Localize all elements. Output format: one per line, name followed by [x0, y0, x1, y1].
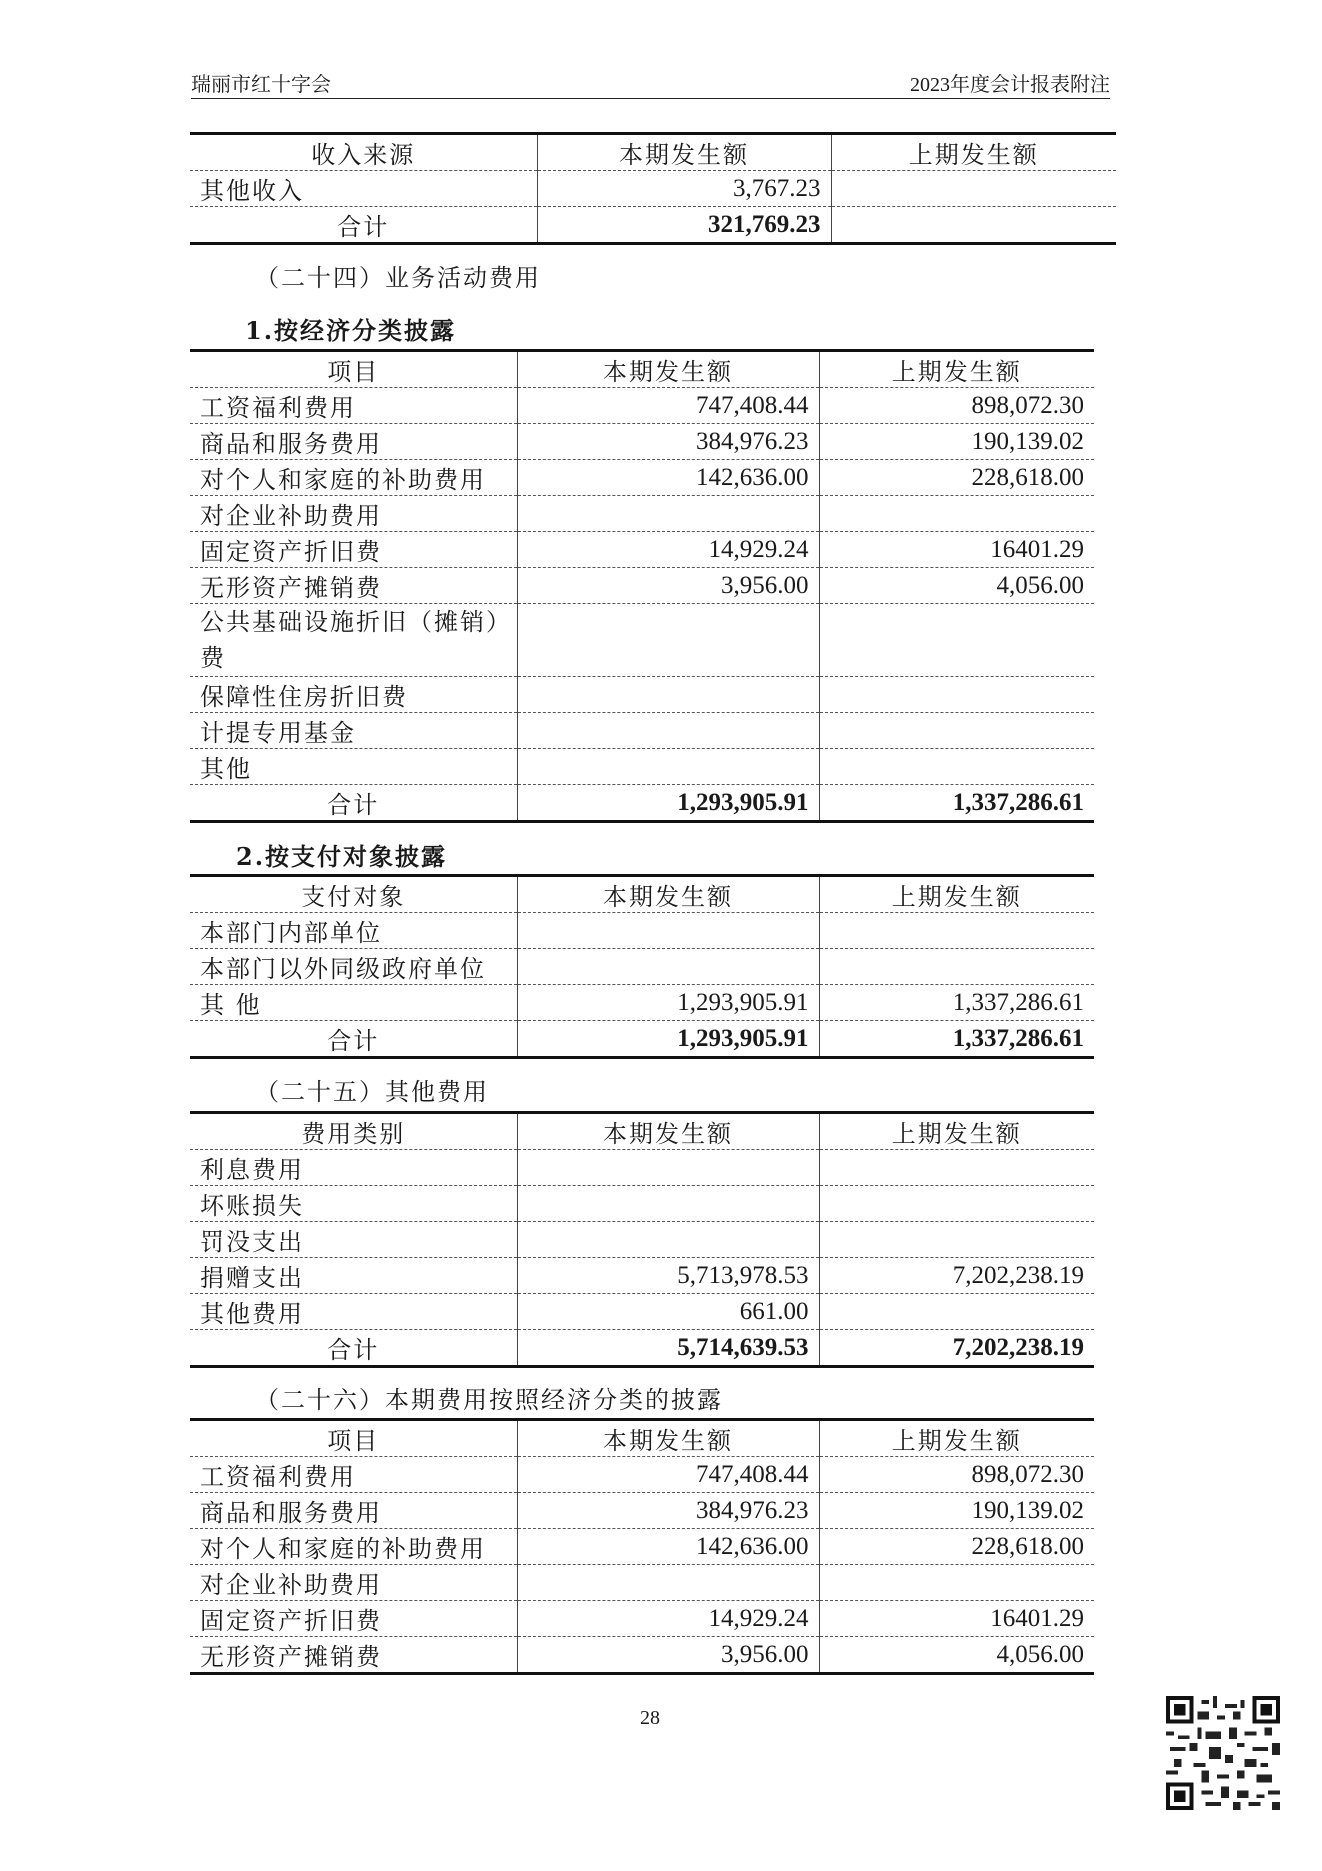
prior-amount [819, 1294, 1094, 1330]
table-row [190, 1637, 1094, 1674]
prior-amount [819, 1150, 1094, 1186]
prior-amount: 1,337,286.61 [819, 985, 1094, 1021]
prior-amount [819, 949, 1094, 985]
table-row [190, 749, 1094, 785]
prior-amount [819, 1222, 1094, 1258]
current-amount [517, 1222, 819, 1258]
prior-amount: 898,072.30 [819, 388, 1094, 424]
current-amount [517, 1565, 819, 1601]
qr-code-icon [1166, 1696, 1280, 1810]
current-amount [517, 1150, 819, 1186]
total-row [190, 1021, 1094, 1058]
header-rule [191, 98, 1110, 99]
table-header-row [190, 134, 1116, 171]
row-label: 本部门以外同级政府单位 [190, 949, 517, 985]
economic-classification-table [190, 349, 1094, 823]
row-label: 坏账损失 [190, 1186, 517, 1222]
row-label: 对个人和家庭的补助费用 [190, 460, 517, 496]
prior-amount [819, 1565, 1094, 1601]
table-row [190, 1294, 1094, 1330]
table-row [190, 1150, 1094, 1186]
column-header: 支付对象 [190, 876, 517, 913]
column-header: 项目 [190, 351, 517, 388]
prior-amount [819, 1186, 1094, 1222]
current-amount: 142,636.00 [517, 1529, 819, 1565]
current-amount [517, 496, 819, 532]
table-row [190, 713, 1094, 749]
row-label: 本部门内部单位 [190, 913, 517, 949]
table-header-row [190, 351, 1094, 388]
prior-amount: 190,139.02 [819, 1493, 1094, 1529]
current-amount: 384,976.23 [517, 424, 819, 460]
table-row [190, 677, 1094, 713]
row-label: 固定资产折旧费 [190, 532, 517, 568]
table-row [190, 568, 1094, 604]
section-heading: （二十五）其他费用 [255, 1078, 489, 1106]
column-header: 项目 [190, 1420, 517, 1457]
total-label: 合计 [190, 785, 517, 822]
prior-amount: 898,072.30 [819, 1457, 1094, 1493]
table-row [190, 460, 1094, 496]
current-amount [517, 913, 819, 949]
column-header: 上期发生额 [831, 134, 1116, 171]
prior-amount [831, 207, 1116, 244]
prior-amount [819, 913, 1094, 949]
row-label: 其他 [190, 749, 517, 785]
column-header: 上期发生额 [819, 876, 1094, 913]
payee-classification-table [190, 874, 1094, 1059]
current-amount: 3,767.23 [537, 171, 831, 207]
income-table [190, 132, 1116, 245]
column-header: 收入来源 [190, 134, 537, 171]
current-amount: 661.00 [517, 1294, 819, 1330]
table-row [190, 1529, 1094, 1565]
current-amount: 1,293,905.91 [517, 985, 819, 1021]
organization-name: 瑞丽市红十字会 [191, 72, 331, 96]
row-label: 罚没支出 [190, 1222, 517, 1258]
row-label: 利息费用 [190, 1150, 517, 1186]
column-header: 费用类别 [190, 1113, 517, 1150]
subsection-heading: 2.按支付对象披露 [236, 842, 448, 871]
current-amount: 321,769.23 [537, 207, 831, 244]
table-row [190, 1222, 1094, 1258]
row-label: 固定资产折旧费 [190, 1601, 517, 1637]
prior-amount: 7,202,238.19 [819, 1330, 1094, 1367]
row-label: 商品和服务费用 [190, 1493, 517, 1529]
column-header: 本期发生额 [517, 1420, 819, 1457]
row-label: 对企业补助费用 [190, 496, 517, 532]
prior-amount: 4,056.00 [819, 568, 1094, 604]
row-label: 其 他 [190, 985, 517, 1021]
prior-amount: 1,337,286.61 [819, 785, 1094, 822]
row-label: 商品和服务费用 [190, 424, 517, 460]
row-label: 计提专用基金 [190, 713, 517, 749]
table-row [190, 424, 1094, 460]
column-header: 上期发生额 [819, 1113, 1094, 1150]
current-amount [517, 749, 819, 785]
table-row [190, 1186, 1094, 1222]
table-row [190, 171, 1116, 207]
current-amount: 1,293,905.91 [517, 1021, 819, 1058]
prior-amount: 1,337,286.61 [819, 1021, 1094, 1058]
current-amount: 14,929.24 [517, 532, 819, 568]
prior-amount: 228,618.00 [819, 460, 1094, 496]
prior-amount [819, 749, 1094, 785]
table-header-row [190, 1113, 1094, 1150]
column-header: 上期发生额 [819, 1420, 1094, 1457]
current-amount: 1,293,905.91 [517, 785, 819, 822]
subsection-heading: 1.按经济分类披露 [245, 316, 457, 345]
column-header: 上期发生额 [819, 351, 1094, 388]
row-label: 无形资产摊销费 [190, 1637, 517, 1674]
row-label: 公共基础设施折旧（摊销）费 [190, 604, 517, 677]
prior-amount: 228,618.00 [819, 1529, 1094, 1565]
current-amount: 5,714,639.53 [517, 1330, 819, 1367]
prior-amount [819, 677, 1094, 713]
current-amount [517, 604, 819, 677]
total-label: 合计 [190, 1330, 517, 1367]
row-label: 其他费用 [190, 1294, 517, 1330]
other-expenses-table [190, 1111, 1094, 1368]
prior-amount [831, 171, 1116, 207]
table-row [190, 1601, 1094, 1637]
table-header-row [190, 876, 1094, 913]
current-amount: 384,976.23 [517, 1493, 819, 1529]
current-amount: 14,929.24 [517, 1601, 819, 1637]
column-header: 本期发生额 [537, 134, 831, 171]
prior-amount: 16401.29 [819, 532, 1094, 568]
table-row [190, 1565, 1094, 1601]
row-label: 捐赠支出 [190, 1258, 517, 1294]
total-row [190, 207, 1116, 244]
table-row [190, 496, 1094, 532]
table-row [190, 1493, 1094, 1529]
table-row [190, 949, 1094, 985]
section-heading: （二十四）业务活动费用 [255, 264, 541, 292]
total-label: 合计 [190, 1021, 517, 1058]
row-label: 其他收入 [190, 171, 537, 207]
column-header: 本期发生额 [517, 876, 819, 913]
prior-amount [819, 713, 1094, 749]
section-heading: （二十六）本期费用按照经济分类的披露 [255, 1386, 723, 1414]
table-row [190, 388, 1094, 424]
total-label: 合计 [190, 207, 537, 244]
table-row [190, 604, 1094, 677]
current-amount: 142,636.00 [517, 460, 819, 496]
current-amount [517, 949, 819, 985]
row-label: 保障性住房折旧费 [190, 677, 517, 713]
current-amount [517, 677, 819, 713]
period-expense-classification-table [190, 1418, 1094, 1675]
row-label: 无形资产摊销费 [190, 568, 517, 604]
current-amount [517, 713, 819, 749]
table-row [190, 532, 1094, 568]
table-row [190, 985, 1094, 1021]
current-amount: 3,956.00 [517, 1637, 819, 1674]
report-title: 2023年度会计报表附注 [910, 74, 1110, 96]
row-label: 对个人和家庭的补助费用 [190, 1529, 517, 1565]
prior-amount [819, 604, 1094, 677]
prior-amount: 16401.29 [819, 1601, 1094, 1637]
table-row [190, 1457, 1094, 1493]
table-row [190, 913, 1094, 949]
current-amount [517, 1186, 819, 1222]
current-amount: 5,713,978.53 [517, 1258, 819, 1294]
table-header-row [190, 1420, 1094, 1457]
current-amount: 747,408.44 [517, 388, 819, 424]
prior-amount: 190,139.02 [819, 424, 1094, 460]
column-header: 本期发生额 [517, 351, 819, 388]
row-label: 工资福利费用 [190, 1457, 517, 1493]
prior-amount: 4,056.00 [819, 1637, 1094, 1674]
current-amount: 747,408.44 [517, 1457, 819, 1493]
total-row [190, 1330, 1094, 1367]
column-header: 本期发生额 [517, 1113, 819, 1150]
prior-amount: 7,202,238.19 [819, 1258, 1094, 1294]
page-number: 28 [640, 1707, 660, 1729]
row-label: 工资福利费用 [190, 388, 517, 424]
current-amount: 3,956.00 [517, 568, 819, 604]
prior-amount [819, 496, 1094, 532]
total-row [190, 785, 1094, 822]
table-row [190, 1258, 1094, 1294]
row-label: 对企业补助费用 [190, 1565, 517, 1601]
